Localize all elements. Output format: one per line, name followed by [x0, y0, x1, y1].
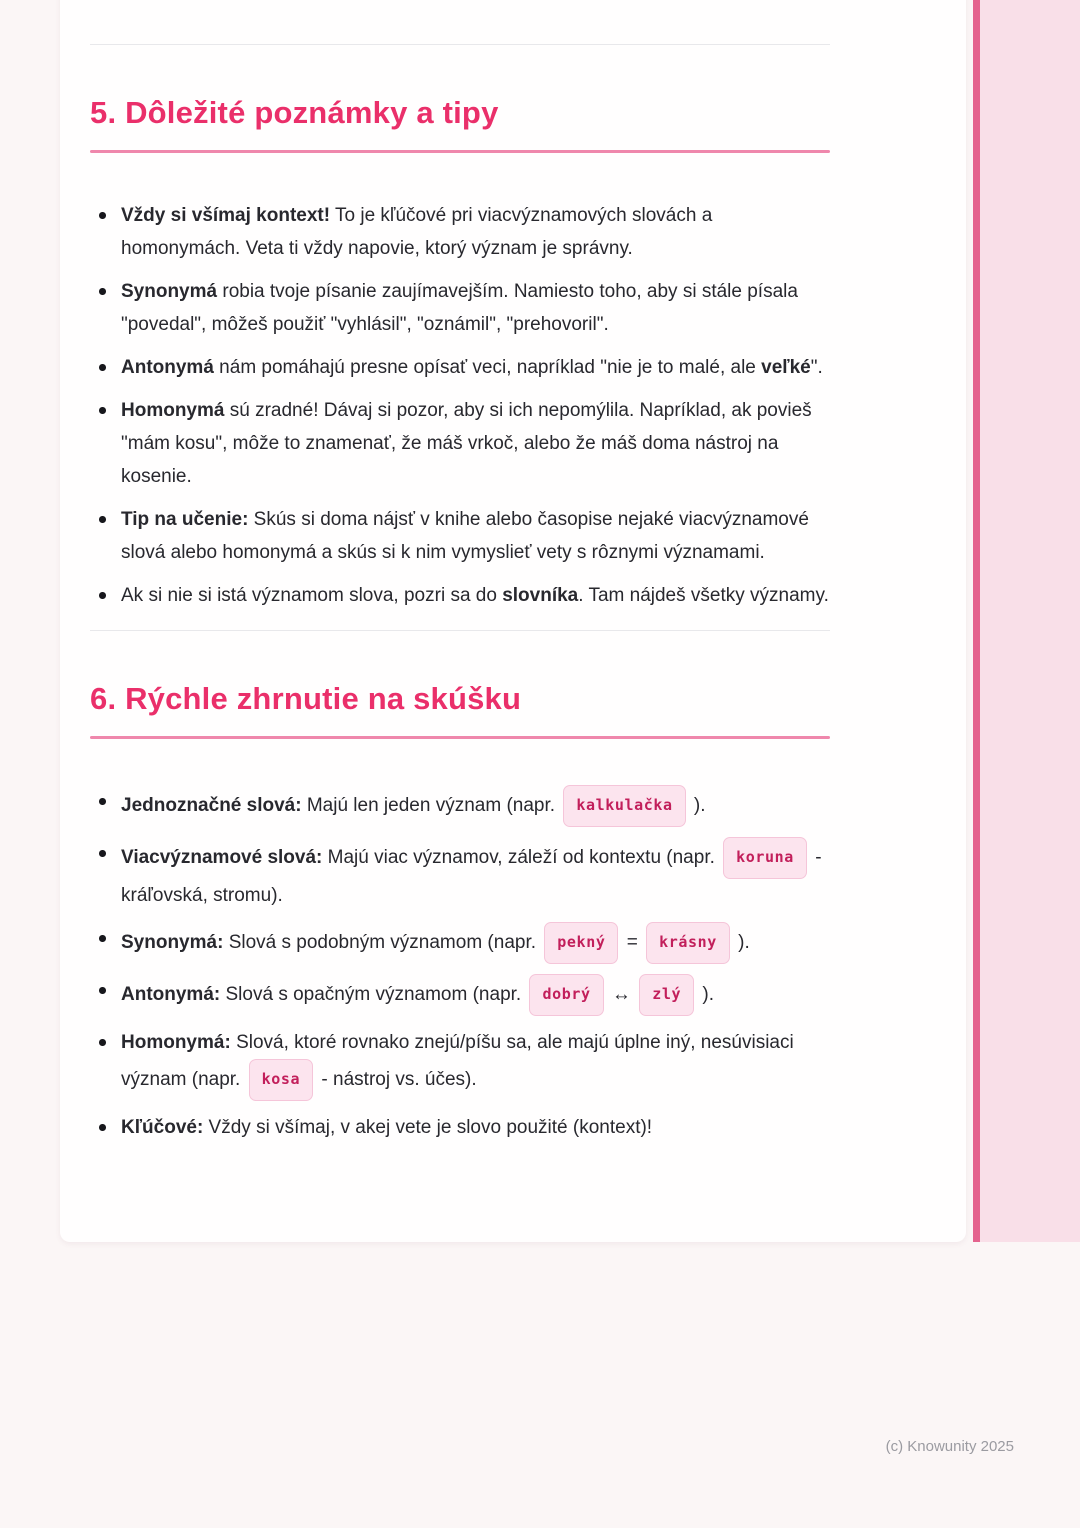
bold-text: Vždy si všímaj kontext!	[121, 205, 331, 226]
code-chip: dobrý	[529, 974, 603, 1016]
list-item	[90, 837, 830, 912]
list-item	[90, 503, 830, 569]
list-item	[90, 199, 830, 265]
text-run: robia tvoje písanie zaujímavejším. Namiesto toho, aby si stále písala "povedal", môžeš použiť "vyhlásil", "oznámil", "prehovoril".	[121, 281, 798, 335]
list-item	[90, 394, 830, 493]
text-run: - kráľovská, stromu).	[121, 847, 822, 906]
text-run: Slová s opačným významom (napr.	[220, 984, 527, 1005]
text-run: sú zradné! Dávaj si pozor, aby si ich nepomýlila. Napríklad, ak povieš "mám kosu", môže to znamenať, že máš vrkoč, alebo že máš doma nástroj na kosenie.	[121, 400, 812, 487]
bold-text: Jednoznačné slová:	[121, 795, 302, 816]
list-item	[90, 785, 830, 827]
section-5-title: 5. Dôležité poznámky a tipy	[90, 95, 499, 130]
text-run: - nástroj vs. účes).	[316, 1069, 477, 1090]
text-run: ".	[810, 357, 823, 378]
text-run: Ak si nie si istá významom slova, pozri sa do	[121, 585, 503, 606]
bold-text: veľké	[761, 357, 811, 378]
footer-credit: (c) Knowunity 2025	[885, 1438, 1014, 1455]
text-run: . Tam nájdeš všetky významy.	[578, 585, 829, 606]
bold-text: Kľúčové:	[121, 1117, 204, 1138]
content-card	[60, 0, 966, 1242]
text-run: ).	[697, 984, 714, 1005]
text-run: ↔	[606, 984, 637, 1005]
text-run: nám pomáhajú presne opísať veci, napríklad "nie je to malé, ale	[213, 357, 762, 378]
section-6-title: 6. Rýchle zhrnutie na skúšku	[90, 681, 522, 716]
code-chip: kalkulačka	[563, 785, 685, 827]
code-chip: krásny	[646, 922, 730, 964]
text-run: Majú viac významov, záleží od kontextu (napr.	[322, 847, 721, 868]
bold-text: slovníka	[502, 585, 579, 606]
code-chip: zlý	[639, 974, 694, 1016]
text-run: Slová s podobným významom (napr.	[223, 932, 542, 953]
code-chip: pekný	[544, 922, 618, 964]
code-chip: koruna	[723, 837, 807, 879]
text-run: Majú len jeden význam (napr.	[301, 795, 561, 816]
list-item	[90, 974, 830, 1016]
bold-text: Viacvýznamové slová:	[121, 847, 323, 868]
list-item	[90, 922, 830, 964]
bold-text: Synonymá	[121, 281, 218, 302]
accent-band	[980, 0, 1080, 1242]
section-5	[90, 93, 830, 612]
text-run: ).	[688, 795, 706, 816]
bold-text: Antonymá	[121, 357, 214, 378]
text-run: Slová, ktoré rovnako znejú/píšu sa, ale majú úplne iný, nesúvisiaci význam (napr.	[121, 1032, 794, 1090]
card-content	[60, 44, 830, 1144]
list-item	[90, 579, 830, 612]
section-divider	[90, 630, 830, 631]
bold-text: Homonymá:	[121, 1032, 231, 1053]
list-item	[90, 351, 830, 384]
bold-text: Homonymá	[121, 400, 225, 421]
text-run: Skús si doma nájsť v knihe alebo časopise nejaké viacvýznamové slová alebo homonymá a skús si k nim vymyslieť vety s rôznymi významami.	[121, 509, 809, 563]
heading-rule	[90, 150, 830, 153]
code-chip: kosa	[249, 1059, 314, 1101]
section-6	[90, 679, 830, 1144]
list-item	[90, 275, 830, 341]
bold-text: Antonymá:	[121, 984, 221, 1005]
section-6-bullet-list	[90, 785, 830, 1144]
text-run: =	[621, 932, 644, 953]
accent-stripe	[973, 0, 980, 1242]
heading-rule	[90, 736, 830, 739]
bold-text: Synonymá:	[121, 932, 224, 953]
list-item	[90, 1111, 830, 1144]
bold-text: Tip na učenie:	[121, 509, 249, 530]
text-run: To je kľúčové pri viacvýznamových slovách a homonymách. Veta ti vždy napovie, ktorý význam je správny.	[121, 205, 713, 259]
section-5-bullet-list	[90, 199, 830, 612]
text-run: ).	[732, 932, 750, 953]
section-divider	[90, 44, 830, 45]
text-run: Vždy si všímaj, v akej vete je slovo použité (kontext)!	[203, 1117, 653, 1138]
list-item	[90, 1026, 830, 1101]
